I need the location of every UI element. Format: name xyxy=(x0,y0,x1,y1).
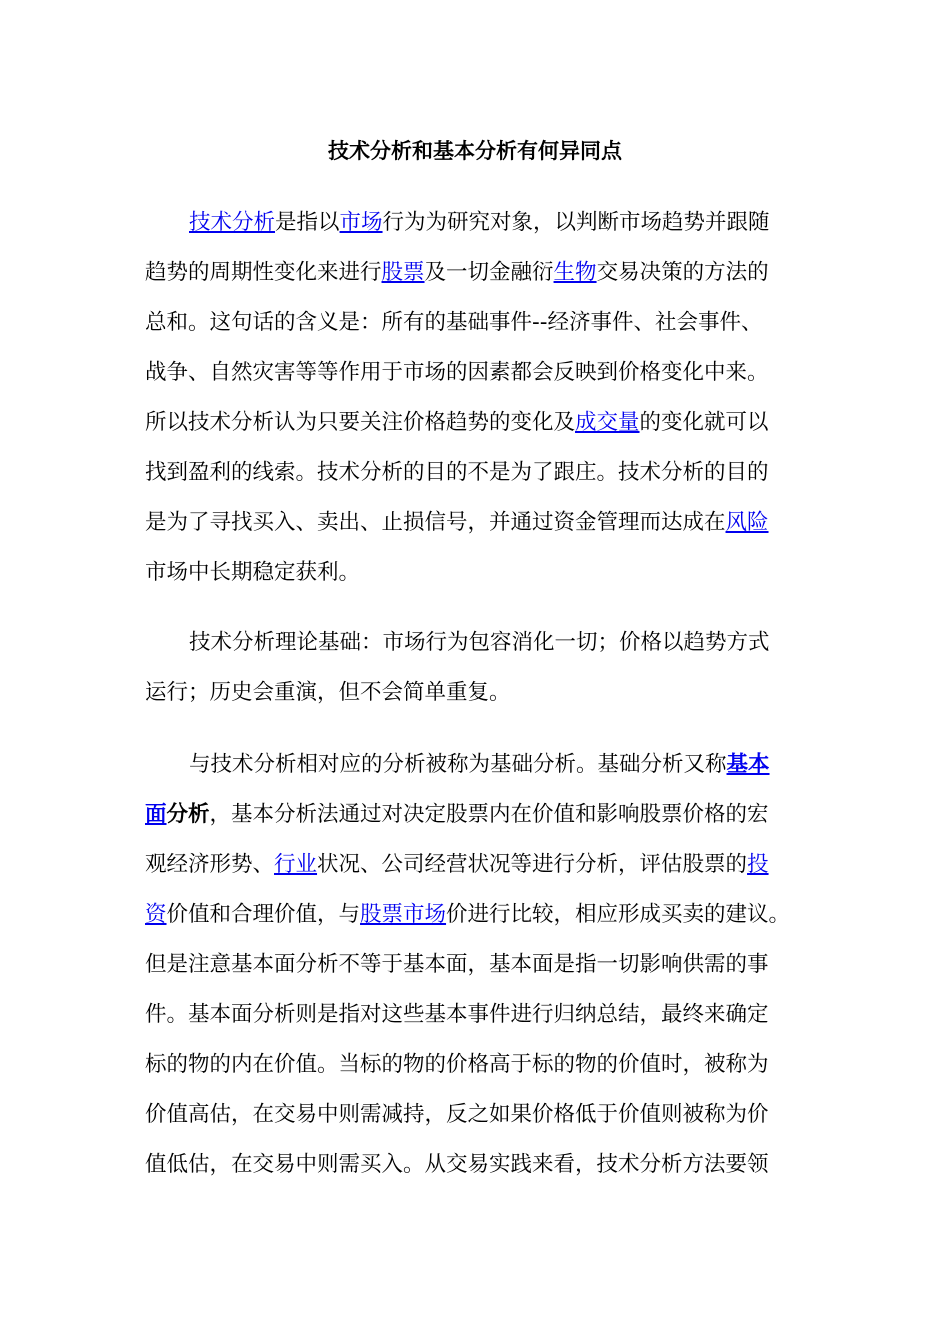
text-line xyxy=(145,248,795,298)
text-run: 趋势的周期性变化来进行 xyxy=(145,260,382,285)
paragraph-fundamental-analysis xyxy=(145,740,795,1190)
text-run: ，基本分析法通过对决定股票内在价值和影响股票价格的宏 xyxy=(209,802,769,827)
text-run: 的变化就可以 xyxy=(639,410,769,435)
paragraph-technical-analysis-definition xyxy=(145,198,795,598)
text-line: 市场中长期稳定获利。 xyxy=(145,560,361,585)
link-risk[interactable]: 风险 xyxy=(725,510,769,535)
link-volume[interactable]: 成交量 xyxy=(575,410,640,435)
text-line: 运行；历史会重演，但不会简单重复。 xyxy=(145,680,511,705)
link-market[interactable]: 市场 xyxy=(339,210,383,235)
link-fundamental-1[interactable]: 基本 xyxy=(726,752,770,777)
text-line xyxy=(145,740,795,790)
text-line: 但是注意基本面分析不等于基本面，基本面是指一切影响供需的事 xyxy=(145,952,769,977)
text-run: 交易决策的方法的 xyxy=(596,260,769,285)
link-stock-market[interactable]: 股票市场 xyxy=(360,902,447,927)
text-line: 值低估，在交易中则需买入。从交易实践来看，技术分析方法要领 xyxy=(145,1152,769,1177)
text-run: 状况、公司经营状况等进行分析，评估股票的 xyxy=(317,852,748,877)
text-run: 价值和合理价值，与 xyxy=(166,902,361,927)
text-line xyxy=(145,890,795,940)
text-run: 是指以 xyxy=(275,210,340,235)
text-run: 观经济形势、 xyxy=(145,852,275,877)
text-line: 战争、自然灾害等等作用于市场的因素都会反映到价格变化中来。 xyxy=(145,360,769,385)
link-invest-2[interactable]: 资 xyxy=(145,902,167,927)
text-run: 与技术分析相对应的分析被称为基础分析。基础分析又称 xyxy=(189,752,727,777)
text-run: 价进行比较，相应形成买卖的建议。 xyxy=(446,902,791,927)
document-title: 技术分析和基本分析有何异同点 xyxy=(328,139,622,163)
text-line: 找到盈利的线索。技术分析的目的不是为了跟庄。技术分析的目的 xyxy=(145,460,769,485)
bold-text: 分析 xyxy=(166,802,210,827)
text-line: 价值高估，在交易中则需减持，反之如果价格低于价值则被称为价 xyxy=(145,1102,769,1127)
link-industry[interactable]: 行业 xyxy=(274,852,318,877)
text-run: 行为为研究对象，以判断市场趋势并跟随 xyxy=(382,210,770,235)
text-line xyxy=(145,498,795,548)
link-stock[interactable]: 股票 xyxy=(381,260,425,285)
text-line xyxy=(145,790,795,840)
text-line xyxy=(145,840,795,890)
link-invest-1[interactable]: 投 xyxy=(747,852,769,877)
text-line xyxy=(145,198,795,248)
link-biology[interactable]: 生物 xyxy=(553,260,597,285)
text-line: 件。基本面分析则是指对这些基本事件进行归纳总结，最终来确定 xyxy=(145,1002,769,1027)
text-line xyxy=(145,398,795,448)
text-line: 技术分析理论基础：市场行为包容消化一切；价格以趋势方式 xyxy=(189,630,770,655)
link-fundamental-2[interactable]: 面 xyxy=(145,802,167,827)
paragraph-technical-analysis-basis xyxy=(145,618,795,718)
text-line: 总和。这句话的含义是：所有的基础事件--经济事件、社会事件、 xyxy=(145,310,763,335)
link-technical-analysis[interactable]: 技术分析 xyxy=(189,210,276,235)
text-line: 标的物的内在价值。当标的物的价格高于标的物的价值时，被称为 xyxy=(145,1052,769,1077)
text-run: 是为了寻找买入、卖出、止损信号，并通过资金管理而达成在 xyxy=(145,510,726,535)
text-run: 所以技术分析认为只要关注价格趋势的变化及 xyxy=(145,410,576,435)
text-run: 及一切金融衍 xyxy=(424,260,554,285)
